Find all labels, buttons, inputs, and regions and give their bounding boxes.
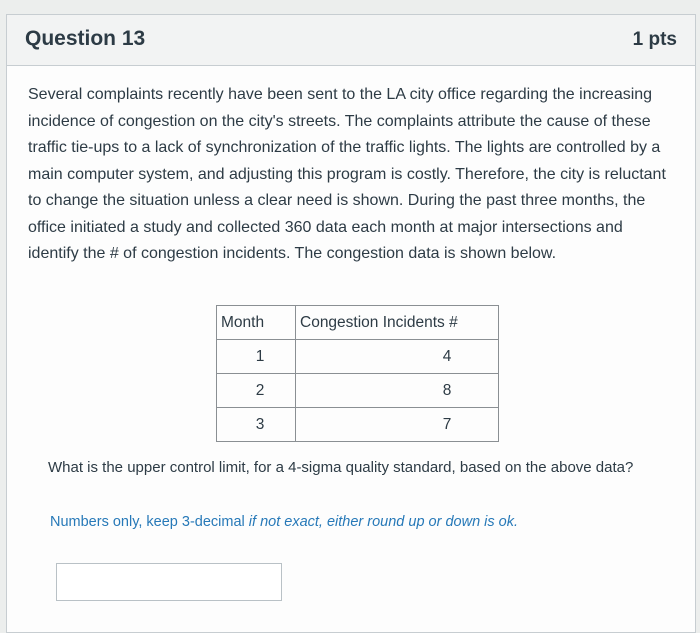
table-cell-incidents: 7: [296, 408, 499, 442]
table-cell-incidents: 4: [296, 340, 499, 374]
question-text: [28, 82, 668, 268]
table-header-incidents: Congestion Incidents #: [296, 306, 499, 340]
question-points: 1 pts: [632, 29, 677, 50]
question-paragraph: Several complaints recently have been sent to the LA city office regarding the increasing incidence of congestion on the city's streets. The complaints attribute the cause of these traffic tie-ups to a lack of synchronization of the traffic lights. The lights are controlled by a main computer system, and adjusting this program is costly. Therefore, the city is reluctant to change the situation unless a clear need is shown. During the past three months, the office initiated a study and collected 360 data each month at major intersections and identify the # of congestion incidents. The congestion data is shown below.: [28, 86, 666, 262]
hint-main: Numbers only, keep 3-decimal: [50, 514, 245, 530]
table-header-month: Month: [217, 306, 296, 340]
answer-input[interactable]: [56, 563, 282, 601]
table-row: [217, 408, 499, 442]
table-row: [217, 374, 499, 408]
question-prompt: What is the upper control limit, for a 4-sigma quality standard, based on the above data?: [48, 459, 634, 476]
question-title: Question 13: [25, 27, 146, 50]
table-header-row: [217, 306, 499, 340]
table-cell-month: 2: [217, 374, 296, 408]
table-cell-incidents: 8: [296, 374, 499, 408]
table-cell-month: 3: [217, 408, 296, 442]
question-header: [7, 15, 695, 66]
table-cell-month: 1: [217, 340, 296, 374]
table-row: [217, 340, 499, 374]
answer-hint: [50, 514, 650, 530]
congestion-table: [216, 305, 499, 442]
hint-emphasis: if not exact, either round up or down is ok.: [244, 514, 518, 530]
